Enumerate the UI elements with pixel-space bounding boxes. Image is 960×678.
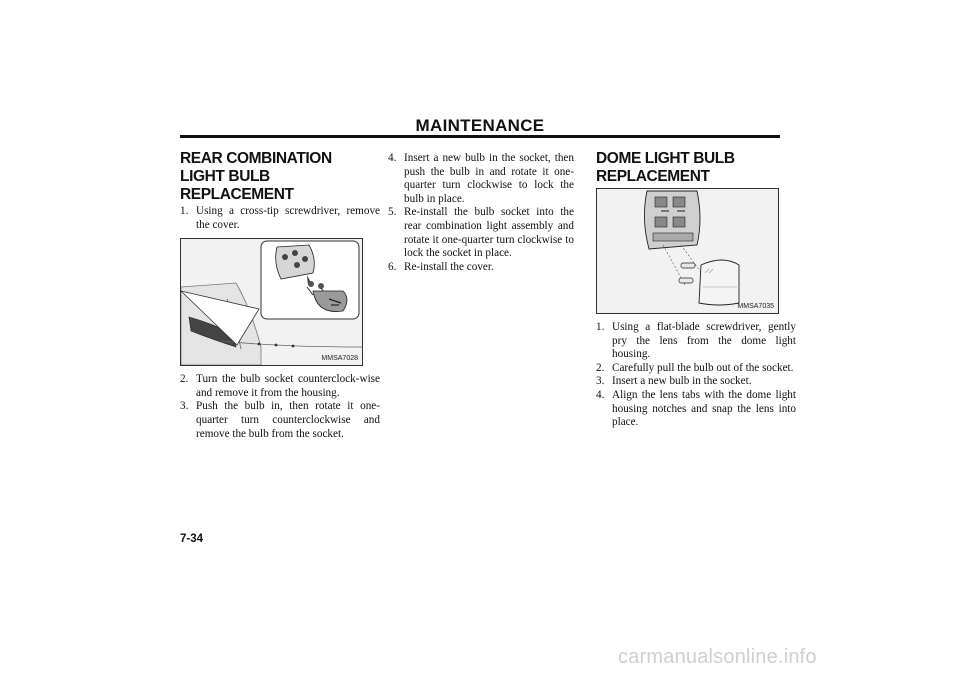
figure-code: MMSA7028	[321, 355, 358, 363]
dome-light-drawing	[597, 189, 778, 313]
step-text: Using a flat-blade screwdriver, gently pry the lens from the dome light housing.	[612, 321, 796, 361]
list-item	[596, 362, 796, 376]
step-text: Re-install the cover.	[404, 260, 494, 273]
watermark: carmanualsonline.info	[618, 646, 817, 668]
list-item	[596, 389, 796, 430]
step-number: 5.	[388, 206, 397, 219]
step-number: 6.	[388, 260, 397, 273]
page-number: 7-34	[180, 533, 204, 545]
step-number: 4.	[388, 152, 397, 164]
rear-light-section-title: REAR COMBINATION LIGHT BULB REPLACEMENT	[180, 150, 332, 203]
rear-light-illustration	[180, 238, 363, 366]
step-text: Insert a new bulb in the socket, then push the bulb in and rotate it one-quarter turn clockwise to lock the bulb in place.	[404, 152, 574, 205]
step-text: Push the bulb in, then rotate it one-quarter turn counterclockwise and remove the bulb from the socket.	[196, 400, 380, 440]
figure-code: MMSA7035	[737, 303, 774, 310]
list-item	[388, 261, 574, 275]
list-item	[180, 400, 380, 441]
step-number: 2.	[180, 373, 189, 386]
step-number: 1.	[596, 321, 605, 333]
rear-steps-list-b	[180, 373, 380, 441]
step-number: 4.	[596, 388, 605, 401]
step-text: Re-install the bulb socket into the rear combination light assembly and rotate it one-quarter turn clockwise to lock the socket in place.	[404, 206, 574, 260]
step-number: 3.	[180, 400, 189, 413]
list-item	[388, 206, 574, 260]
step-number: 1.	[180, 205, 189, 217]
step-text: Insert a new bulb in the socket.	[612, 375, 752, 388]
rear-light-section-continued	[388, 152, 574, 274]
list-item	[596, 375, 796, 389]
header-rule	[180, 135, 780, 138]
list-item	[180, 373, 380, 400]
list-item	[388, 152, 574, 206]
dome-steps-list	[596, 321, 796, 430]
rear-light-section	[180, 150, 380, 441]
rear-steps-list-a	[180, 205, 380, 232]
dome-light-section	[596, 150, 796, 430]
step-text: Using a cross-tip screwdriver, remove the cover.	[196, 205, 380, 231]
step-text: Align the lens tabs with the dome light housing notches and snap the lens into place.	[612, 388, 796, 429]
rear-steps-list-c	[388, 152, 574, 274]
step-number: 3.	[596, 375, 605, 388]
rear-light-drawing	[181, 239, 362, 365]
list-item	[596, 321, 796, 362]
dome-light-illustration	[596, 188, 779, 314]
step-number: 2.	[596, 361, 605, 374]
dome-light-section-title: DOME LIGHT BULB REPLACEMENT	[596, 150, 735, 185]
step-text: Carefully pull the bulb out of the socket.	[612, 361, 794, 374]
page-header-title: MAINTENANCE	[415, 116, 545, 135]
list-item	[180, 205, 380, 232]
step-text: Turn the bulb socket counterclock-wise and remove it from the housing.	[196, 373, 380, 399]
